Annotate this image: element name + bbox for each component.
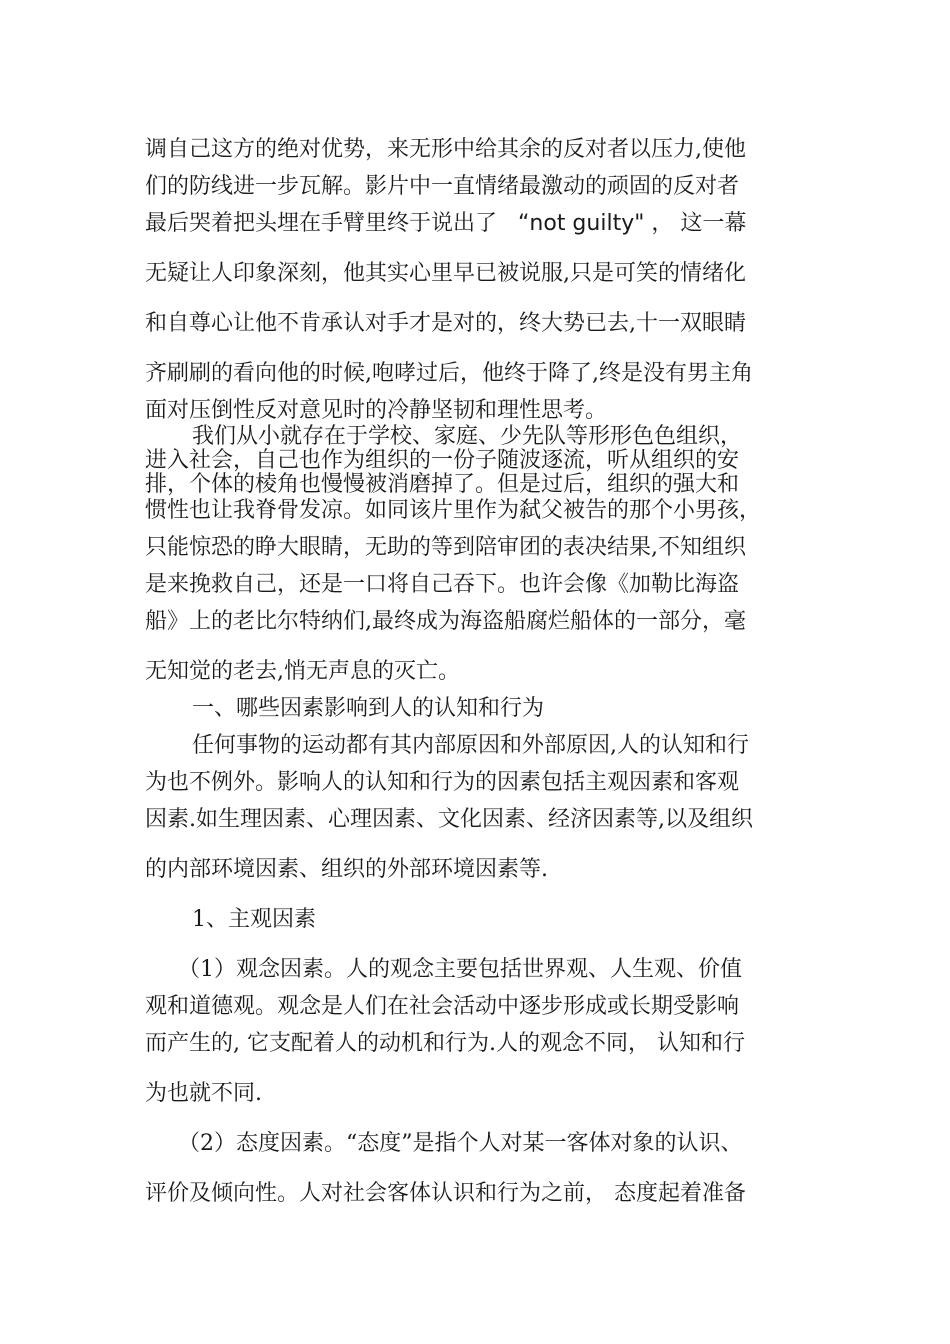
paragraph-line: （1）观念因素。人的观念主要包括世界观、人生观、价值 xyxy=(178,957,742,982)
paragraph-line: 为也不例外。影响人的认知和行为的因素包括主观因素和客观 xyxy=(145,770,740,795)
paragraph-line: 惯性也让我脊骨发凉。如同该片里作为弑父被告的那个小男孩， xyxy=(145,498,762,523)
quoted-phrase: “not guilty" ， xyxy=(518,211,674,236)
paragraph-line: 是来挽救自己，还是一口将自己吞下。也许会像《加勒比海盗 xyxy=(145,572,740,597)
paragraph-text: 这一幕 xyxy=(680,211,747,236)
paragraph-line: 因素.如生理因素、心理因素、文化因素、经济因素等,以及组织 xyxy=(145,807,753,832)
paragraph-text: 最后哭着把头埋在手臂里终于说出了 xyxy=(145,211,498,236)
paragraph-line: 为也就不同. xyxy=(145,1081,262,1106)
paragraph-line: 而产生的, 它支配着人的动机和行为.人的观念不同， 认知和行 xyxy=(145,1031,745,1056)
section-heading: 一、哪些因素影响到人的认知和行为 xyxy=(192,696,545,721)
subsection-heading: 1、主观因素 xyxy=(192,907,316,932)
paragraph-line: 船》上的老比尔特纳们,最终成为海盗船腐烂船体的一部分，毫 xyxy=(145,609,746,634)
paragraph-line: 只能惊恐的睁大眼睛，无助的等到陪审团的表决结果,不知组织 xyxy=(145,535,746,560)
paragraph-line: 调自己这方的绝对优势，来无形中给其余的反对者以压力,使他 xyxy=(145,137,746,162)
paragraph-line: 观和道德观。观念是人们在社会活动中逐步形成或长期受影响 xyxy=(145,994,740,1019)
paragraph-line: 和自尊心让他不肯承认对手才是对的，终大势已去,十一双眼睛 xyxy=(145,311,746,336)
paragraph-line: （2）态度因素。“态度”是指个人对某一客体对象的认识、 xyxy=(178,1131,743,1156)
paragraph-line: 们的防线进一步瓦解。影片中一直情绪最激动的顽固的反对者 xyxy=(145,174,740,199)
paragraph-line xyxy=(145,211,746,237)
paragraph-line: 进入社会，自己也作为组织的一份子随波逐流，听从组织的安 xyxy=(145,448,740,473)
paragraph-line: 无知觉的老去,悄无声息的灭亡。 xyxy=(145,659,460,684)
paragraph-line: 任何事物的运动都有其内部原因和外部原因,人的认知和行 xyxy=(192,733,749,758)
paragraph-line: 齐刷刷的看向他的时候,咆哮过后，他终于降了,终是没有男主角 xyxy=(145,361,753,386)
paragraph-line: 排，个体的棱角也慢慢被消磨掉了。但是过后，组织的强大和 xyxy=(145,472,740,497)
paragraph-line: 我们从小就存在于学校、家庭、少先队等形形色色组织， xyxy=(192,424,743,449)
paragraph-line: 无疑让人印象深刻，他其实心里早已被说服,只是可笑的情绪化 xyxy=(145,261,746,286)
paragraph-line: 面对压倒性反对意见时的冷静坚韧和理性思考。 xyxy=(145,398,608,423)
paragraph-line: 评价及倾向性。人对社会客体认识和行为之前， 态度起着准备 xyxy=(145,1181,746,1206)
paragraph-line: 的内部环境因素、组织的外部环境因素等. xyxy=(145,857,548,882)
